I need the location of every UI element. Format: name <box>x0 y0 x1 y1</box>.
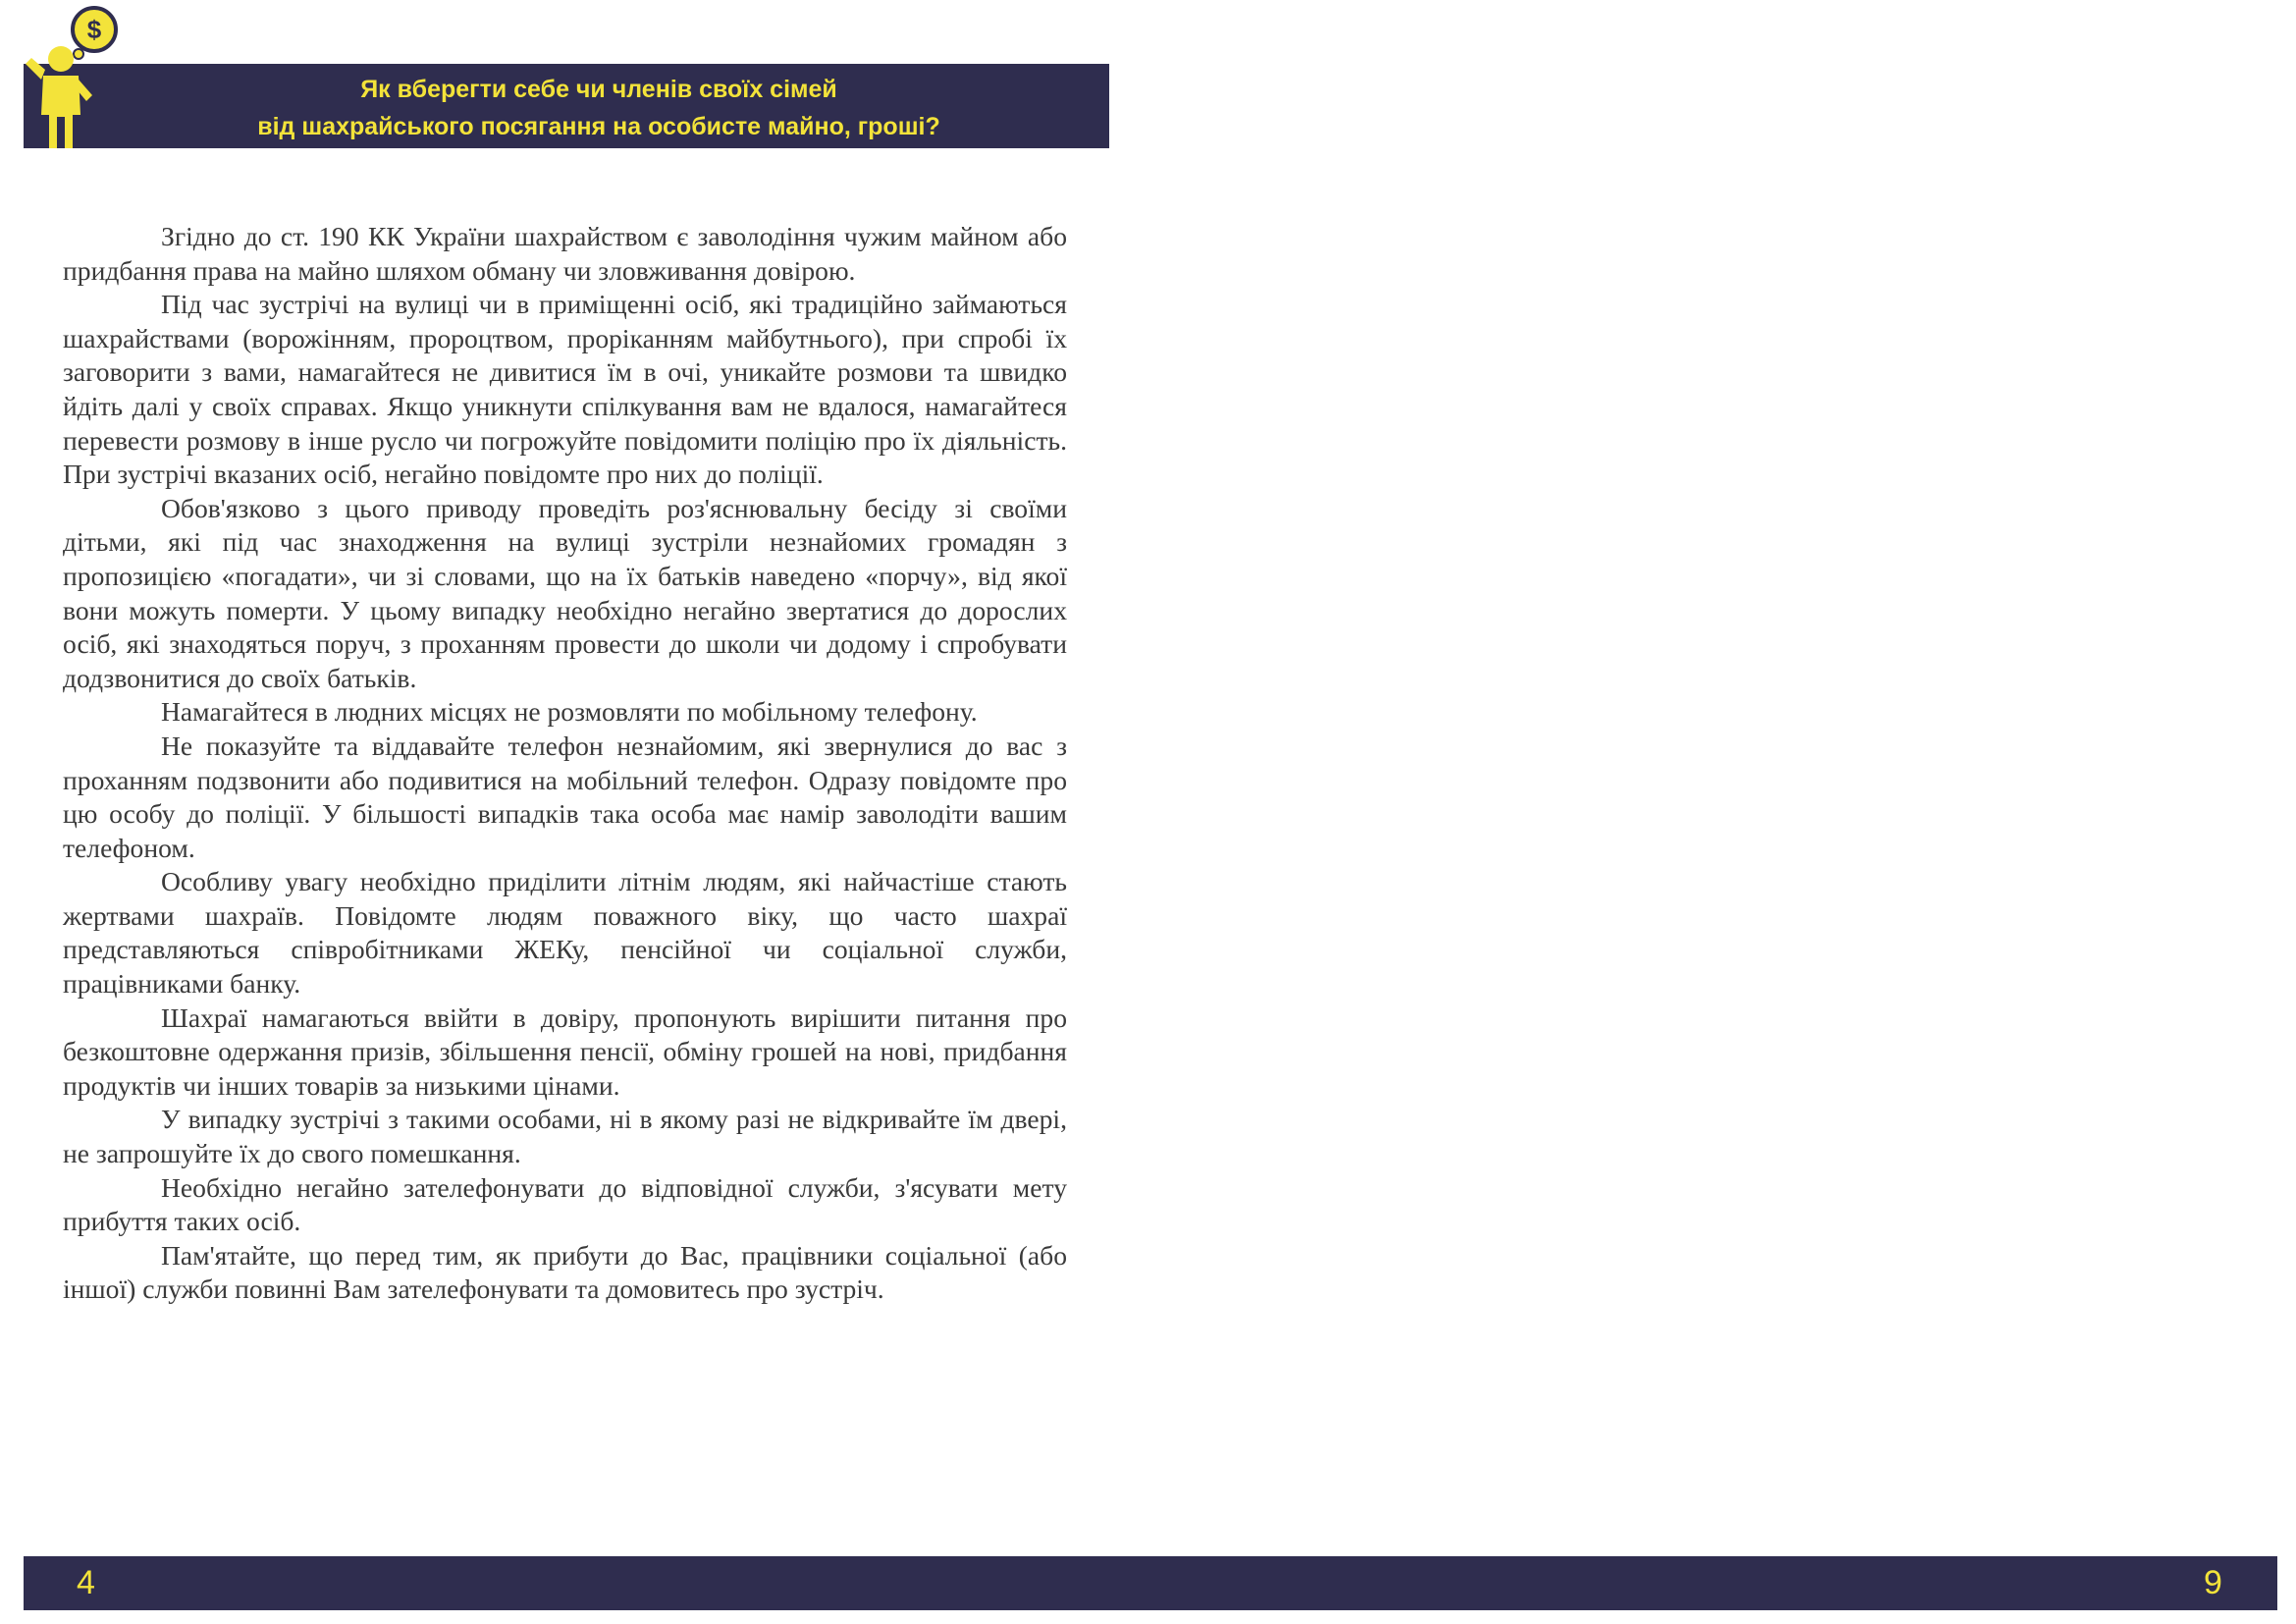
paragraph: Пам'ятайте, що перед тим, як прибути до Вас, працівники соціальної (або іншої) служби повинні Вам зателефонувати та домовитесь про зустріч. <box>63 1239 1067 1305</box>
paragraph: Намагайтеся в людних місцях не розмовляти по мобільному телефону. <box>161 696 978 728</box>
header-title-line2: від шахрайського посягання на особисте майно, гроші? <box>257 113 940 140</box>
body-text <box>63 220 1067 1307</box>
paragraph: Обов'язково з цього приводу проведіть роз'яснювальну бесіду зі своїми дітьми, які під час знаходження на вулиці зустріли незнайомих громадян з пропозицією «погадати», чи зі словами, що на їх батьків наведено «порчу», від якої вони можуть померти. У цьому випадку необхідно негайно звертатися до дорослих осіб, які знаходяться поруч, з проханням провести до школи чи додому і спробувати додзвонитися до своїх батьків. <box>63 492 1067 693</box>
paragraph: У випадку зустрічі з такими особами, ні в якому разі не відкривайте їм двері, не запрошуйте їх до свого помешкання. <box>63 1104 1067 1169</box>
paragraph: Згідно до ст. 190 КК України шахрайством є заволодіння чужим майном або придбання права на майно шляхом обману чи зловживання довірою. <box>63 221 1067 286</box>
paragraph: Особливу увагу необхідно приділити літнім людям, які найчастіше стають жертвами шахраїв. Повідомте людям поважного віку, що часто шахраї представляються співробітниками ЖЕКу, пенсійної чи соціальної служби, працівниками банку. <box>63 866 1067 1000</box>
paragraph: Шахраї намагаються ввійти в довіру, пропонують вирішити питання про безкоштовне одержання призів, збільшення пенсії, обміну грошей на нові, придбання продуктів чи інших товарів за низькими цінами. <box>63 1001 1067 1101</box>
paragraph: Не показуйте та віддавайте телефон незнайомим, які звернулися до вас з проханням подзвонити або подивитися на мобільний телефон. Одразу повідомте про цю особу до поліції. У більшості випадків така особа має намір заволодіти вашим телефоном. <box>63 730 1067 863</box>
paragraph: Під час зустрічі на вулиці чи в приміщенні осіб, які традиційно займаються шахрайствами (ворожінням, пророцтвом, проріканням майбутнього), при спробі їх заговорити з вами, намагайтеся не дивитися їм в очі, уникайте розмови та швидко йдіть далі у своїх справах. Якщо уникнути спілкування вам не вдалося, намагайтеся перевести розмову в інше русло чи погрожуйте повідомити поліцію про їх діяльність. При зустрічі вказаних осіб, негайно повідомте про них до поліції. <box>63 289 1067 490</box>
header-title <box>108 71 1090 145</box>
page-number-left: 4 <box>77 1564 95 1601</box>
paragraph: Необхідно негайно зателефонувати до відповідної служби, з'ясувати мету прибуття таких осіб. <box>63 1171 1067 1237</box>
header-title-line1: Як вберегти себе чи членів своїх сімей <box>360 76 837 103</box>
page-number-right: 9 <box>2204 1564 2222 1601</box>
logo-dollar-sign: $ <box>86 15 102 44</box>
footer-band <box>24 1556 2277 1610</box>
